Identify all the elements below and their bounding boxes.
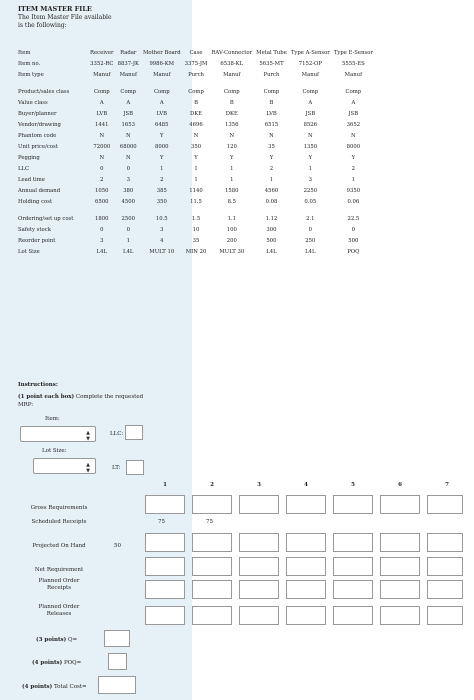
net-requirement-input[interactable] <box>239 557 279 576</box>
table-row <box>18 233 375 244</box>
net-requirement-input[interactable] <box>286 557 326 576</box>
table-cell: Purch <box>188 72 204 78</box>
table-cell: Comp <box>93 89 110 95</box>
projected-on-hand-input[interactable] <box>427 533 463 552</box>
table-cell: LVB <box>156 111 168 117</box>
period-number: 3 <box>257 482 261 488</box>
table-row <box>18 183 375 194</box>
table-cell: 0 <box>308 227 313 233</box>
planned-order-release-input[interactable] <box>286 606 326 625</box>
updown-arrows-icon: ▲ ▼ <box>86 430 90 442</box>
table-cell: A <box>308 100 313 106</box>
table-row <box>18 78 375 95</box>
table-cell: POQ <box>347 249 360 255</box>
scheduled-receipt-period-1: 75 <box>158 519 165 525</box>
table-cell: MULT 10 <box>149 249 175 255</box>
table-cell: 2 <box>269 166 274 172</box>
net-requirement-label: Net Requirement <box>34 567 84 573</box>
poq-question <box>32 660 81 666</box>
table-cell: A <box>126 100 131 106</box>
table-cell: N <box>125 155 131 161</box>
row-label: Safety stock <box>18 227 51 233</box>
planned-order-releases-label: Planned Order Releases <box>38 604 80 617</box>
table-cell: 0 <box>100 166 104 172</box>
table-cell: 1 <box>269 177 274 183</box>
table-cell: 1 <box>126 238 130 244</box>
table-cell: 2500 <box>121 216 135 222</box>
table-cell: N <box>351 133 356 139</box>
table-cell: 3375-JM <box>184 61 208 67</box>
planned-order-receipt-input[interactable] <box>145 580 185 599</box>
table-cell: 8837-JK <box>117 61 139 67</box>
gross-requirement-input[interactable] <box>239 495 279 514</box>
table-cell: 350 <box>190 144 202 150</box>
table-cell: 2 <box>160 177 164 183</box>
table-row <box>18 95 375 106</box>
table-cell: Comp <box>263 89 280 95</box>
table-cell: N <box>99 155 105 161</box>
table-cell: Y <box>308 155 313 161</box>
page-title: ITEM MASTER FILE <box>18 5 92 13</box>
table-cell: Y <box>160 155 164 161</box>
instructions-heading: Instructions: <box>18 382 58 388</box>
table-row <box>18 222 375 233</box>
total-cost-question <box>22 684 87 690</box>
projected-on-hand-label: Projected On Hand <box>32 543 86 549</box>
table-cell: 1800 <box>95 216 109 222</box>
table-cell: Manuf <box>153 72 171 78</box>
table-cell: LVB <box>266 111 277 117</box>
planned-order-release-input[interactable] <box>192 606 232 625</box>
table-cell: 4500 <box>121 199 135 205</box>
row-label: Value class <box>18 100 48 106</box>
table-cell: 0 <box>126 166 130 172</box>
table-cell: JSB <box>123 111 134 117</box>
item-select[interactable] <box>20 426 96 442</box>
total-cost-label: Total Cost= <box>53 684 87 690</box>
table-row <box>18 244 375 255</box>
table-cell: 4 <box>160 238 164 244</box>
table-cell: Comp <box>188 89 204 95</box>
table-cell: 0 <box>100 227 104 233</box>
table-cell: Comp <box>302 89 319 95</box>
table-cell: N <box>125 133 131 139</box>
table-row <box>18 128 375 139</box>
planned-order-receipt-input[interactable] <box>380 580 420 599</box>
q-label: Q= <box>67 637 78 643</box>
table-cell: N <box>308 133 313 139</box>
table-cell: Comp <box>345 89 362 95</box>
scheduled-receipt-period-2: 75 <box>206 519 213 525</box>
table-cell: 5555-ES <box>341 61 365 67</box>
table-cell: N <box>193 133 199 139</box>
table-cell: B <box>194 100 198 106</box>
table-cell: 22.5 <box>347 216 360 222</box>
table-cell: 1356 <box>225 122 239 128</box>
row-label: Item type <box>18 72 44 78</box>
table-cell: 2250 <box>303 188 318 194</box>
gross-requirement-input[interactable] <box>286 495 326 514</box>
table-cell: 2 <box>351 166 356 172</box>
planned-order-receipt-input[interactable] <box>239 580 279 599</box>
table-cell: 0.06 <box>347 199 360 205</box>
table-cell: 1580 <box>225 188 239 194</box>
llc-input[interactable] <box>125 425 143 440</box>
table-cell: 3 <box>100 238 104 244</box>
projected-on-hand-input[interactable] <box>239 533 279 552</box>
table-cell: DKE <box>189 111 203 117</box>
table-cell: 6500 <box>95 199 109 205</box>
table-cell: 300 <box>266 227 277 233</box>
period-number: 6 <box>398 482 402 488</box>
table-cell: B <box>229 100 234 106</box>
table-cell: L4L <box>266 249 277 255</box>
item-master-table <box>18 36 375 255</box>
table-cell: 1 <box>160 166 164 172</box>
table-cell: 100 <box>226 227 237 233</box>
table-row <box>18 194 375 205</box>
table-cell: 500 <box>266 238 277 244</box>
table-cell: 5635-MT <box>259 61 284 67</box>
table-cell: Y <box>230 155 234 161</box>
row-label: Unit price/cost <box>18 144 58 150</box>
projected-on-hand-input[interactable] <box>286 533 326 552</box>
table-cell: Y <box>160 133 164 139</box>
row-label: LLC <box>18 166 30 172</box>
projected-on-hand-input[interactable] <box>380 533 420 552</box>
instructions-points: (1 point each box) <box>18 394 75 400</box>
table-cell: Y <box>269 155 274 161</box>
net-requirement-input[interactable] <box>333 557 373 576</box>
table-cell: 10.5 <box>155 216 168 222</box>
table-cell: 3 <box>160 227 164 233</box>
table-cell: 250 <box>305 238 316 244</box>
table-cell: MIN 20 <box>185 249 207 255</box>
table-cell: 8.5 <box>227 199 236 205</box>
poq-label: POQ= <box>63 660 82 666</box>
updown-arrows-icon: ▲ ▼ <box>86 462 90 474</box>
column-header: Item <box>18 50 31 56</box>
table-row <box>18 67 375 78</box>
table-cell: Manuf <box>119 72 137 78</box>
table-header-row <box>18 36 375 56</box>
table-cell: 3652 <box>346 122 361 128</box>
projected-on-hand-input[interactable] <box>192 533 232 552</box>
table-cell: 4696 <box>189 122 203 128</box>
table-cell: 500 <box>348 238 359 244</box>
table-cell: LVB <box>96 111 108 117</box>
planned-order-release-input[interactable] <box>427 606 463 625</box>
table-cell: 2.1 <box>306 216 315 222</box>
table-cell: 6538-KL <box>220 61 244 67</box>
planned-order-receipts-label: Planned Order Receipts <box>38 578 80 591</box>
table-cell: B <box>269 100 274 106</box>
table-cell: 11.5 <box>190 199 202 205</box>
page-description: The Item Master File available is the following: <box>18 14 112 29</box>
table-cell: N <box>229 133 235 139</box>
table-cell: 72000 <box>93 144 111 150</box>
net-requirement-input[interactable] <box>192 557 232 576</box>
row-label: Reorder point <box>18 238 56 244</box>
poq-input[interactable] <box>108 653 127 670</box>
table-cell: 380 <box>123 188 134 194</box>
total-cost-input[interactable] <box>98 676 136 694</box>
table-cell: 0.05 <box>304 199 317 205</box>
lt-input[interactable] <box>126 460 144 475</box>
column-header: Radar <box>120 50 137 56</box>
table-cell: 1 <box>351 177 356 183</box>
row-label: Item no. <box>18 61 41 67</box>
row-label: Annual demand <box>18 188 61 194</box>
table-cell: 200 <box>226 238 237 244</box>
table-cell: 1050 <box>95 188 109 194</box>
row-label: Buyer/planner <box>18 111 57 117</box>
table-row <box>18 139 375 150</box>
table-cell: Manuf <box>301 72 320 78</box>
table-cell: Comp <box>120 89 137 95</box>
instructions-text-2: MRP: <box>18 402 34 408</box>
lt-label: LT: <box>112 465 121 471</box>
total-cost-points: (4 points) <box>22 684 53 690</box>
table-cell: N <box>269 133 274 139</box>
gross-requirement-input[interactable] <box>192 495 232 514</box>
table-cell: 8526 <box>303 122 318 128</box>
scheduled-receipts-label: Scheduled Receipts <box>31 519 87 525</box>
table-cell: N <box>99 133 105 139</box>
table-cell: 1 <box>194 177 198 183</box>
planned-order-receipt-input[interactable] <box>192 580 232 599</box>
column-header: Type A-Sensor <box>290 50 330 56</box>
period-number: 7 <box>445 482 449 488</box>
table-cell: Y <box>194 155 198 161</box>
net-requirement-input[interactable] <box>145 557 185 576</box>
table-cell: JSB <box>348 111 359 117</box>
table-cell: 8000 <box>346 144 361 150</box>
table-cell: Y <box>351 155 356 161</box>
projected-on-hand-input[interactable] <box>145 533 185 552</box>
row-label: Lead time <box>18 177 45 183</box>
table-cell: 1140 <box>189 188 203 194</box>
table-cell: Purch <box>263 72 280 78</box>
period-number: 2 <box>210 482 214 488</box>
table-cell: 1.1 <box>227 216 236 222</box>
poq-points: (4 points) <box>32 660 63 666</box>
table-cell: 1 <box>230 166 234 172</box>
column-header: Case <box>189 50 203 56</box>
table-cell: 3352-RC <box>90 61 114 67</box>
table-cell: 68000 <box>119 144 137 150</box>
table-row <box>18 56 375 67</box>
gross-requirement-input[interactable] <box>427 495 463 514</box>
table-cell: 1.12 <box>265 216 278 222</box>
column-header: Receiver <box>90 50 114 56</box>
table-cell: Manuf <box>223 72 241 78</box>
table-row <box>18 205 375 222</box>
table-cell: 1 <box>308 166 313 172</box>
table-cell: 0 <box>351 227 356 233</box>
table-cell: 1 <box>230 177 234 183</box>
gross-requirement-input[interactable] <box>145 495 185 514</box>
q-question <box>36 637 77 643</box>
table-cell: 6515 <box>264 122 279 128</box>
planned-order-receipt-input[interactable] <box>427 580 463 599</box>
planned-order-release-input[interactable] <box>333 606 373 625</box>
row-label: Lot Size <box>18 249 40 255</box>
table-cell: 3 <box>308 177 313 183</box>
table-cell: 10 <box>192 227 200 233</box>
table-cell: L4L <box>123 249 134 255</box>
item-label: Item: <box>45 416 60 422</box>
table-row <box>18 161 375 172</box>
table-cell: 120 <box>226 144 237 150</box>
llc-label: LLC: <box>110 431 124 437</box>
table-cell: 385 <box>156 188 167 194</box>
row-label: Holding cost <box>18 199 53 205</box>
table-cell: 7152-OP <box>298 61 322 67</box>
row-label: Product/sales class <box>18 89 70 95</box>
table-cell: 1653 <box>121 122 135 128</box>
column-header: RAV-Connector <box>211 50 253 56</box>
gross-requirements-label: Gross Requirements <box>30 505 88 511</box>
table-cell: DKE <box>225 111 238 117</box>
net-requirement-input[interactable] <box>427 557 463 576</box>
column-header: Type E-Sensor <box>333 50 373 56</box>
table-row <box>18 150 375 161</box>
column-header: Mother Board <box>142 50 181 56</box>
row-label: Pegging <box>18 155 40 161</box>
planned-order-receipt-input[interactable] <box>333 580 373 599</box>
planned-order-release-input[interactable] <box>145 606 185 625</box>
net-requirement-input[interactable] <box>380 557 420 576</box>
table-cell: 35 <box>192 238 200 244</box>
table-row <box>18 172 375 183</box>
period-number: 1 <box>163 482 167 488</box>
table-cell: Comp <box>223 89 240 95</box>
table-cell: 9350 <box>346 188 361 194</box>
period-number: 4 <box>304 482 308 488</box>
table-cell: 350 <box>156 199 167 205</box>
table-cell: 0 <box>126 227 130 233</box>
table-cell: 6485 <box>155 122 169 128</box>
row-label: Ordering/set up cost <box>18 216 74 222</box>
row-label: Phantom code <box>18 133 57 139</box>
planned-order-release-input[interactable] <box>380 606 420 625</box>
table-cell: 3 <box>126 177 130 183</box>
table-cell: Manuf <box>93 72 111 78</box>
period-number: 5 <box>351 482 355 488</box>
projected-initial-value: 50 <box>114 543 121 549</box>
gross-requirement-input[interactable] <box>333 495 373 514</box>
table-cell: A <box>159 100 164 106</box>
column-header: Metal Tube <box>256 50 287 56</box>
instructions-text: Complete the requested <box>75 394 144 400</box>
table-cell: 9986-KM <box>149 61 175 67</box>
planned-order-receipt-input[interactable] <box>286 580 326 599</box>
table-cell: L4L <box>96 249 107 255</box>
table-cell: 1 <box>194 166 198 172</box>
table-cell: 1350 <box>303 144 318 150</box>
table-cell: 1441 <box>95 122 109 128</box>
row-label: Vendor/drawing <box>18 122 61 128</box>
instructions-line <box>18 394 143 400</box>
table-cell: A <box>351 100 356 106</box>
table-cell: 2 <box>100 177 104 183</box>
table-cell: Comp <box>153 89 170 95</box>
planned-order-release-input[interactable] <box>239 606 279 625</box>
projected-on-hand-input[interactable] <box>333 533 373 552</box>
table-cell: JSB <box>305 111 316 117</box>
table-cell: 35 <box>268 144 275 150</box>
gross-requirement-input[interactable] <box>380 495 420 514</box>
table-cell: Manuf <box>344 72 363 78</box>
table-cell: 0.08 <box>265 199 278 205</box>
q-input[interactable] <box>104 630 130 647</box>
table-cell: 8000 <box>155 144 169 150</box>
lot-size-select[interactable] <box>33 458 96 474</box>
table-row <box>18 117 375 128</box>
table-cell: 4560 <box>264 188 279 194</box>
q-points: (3 points) <box>36 637 67 643</box>
table-cell: MULT 30 <box>219 249 245 255</box>
table-cell: L4L <box>305 249 316 255</box>
lot-size-label: Lot Size: <box>42 448 67 454</box>
table-row <box>18 106 375 117</box>
table-cell: A <box>99 100 104 106</box>
table-cell: 1.5 <box>191 216 201 222</box>
